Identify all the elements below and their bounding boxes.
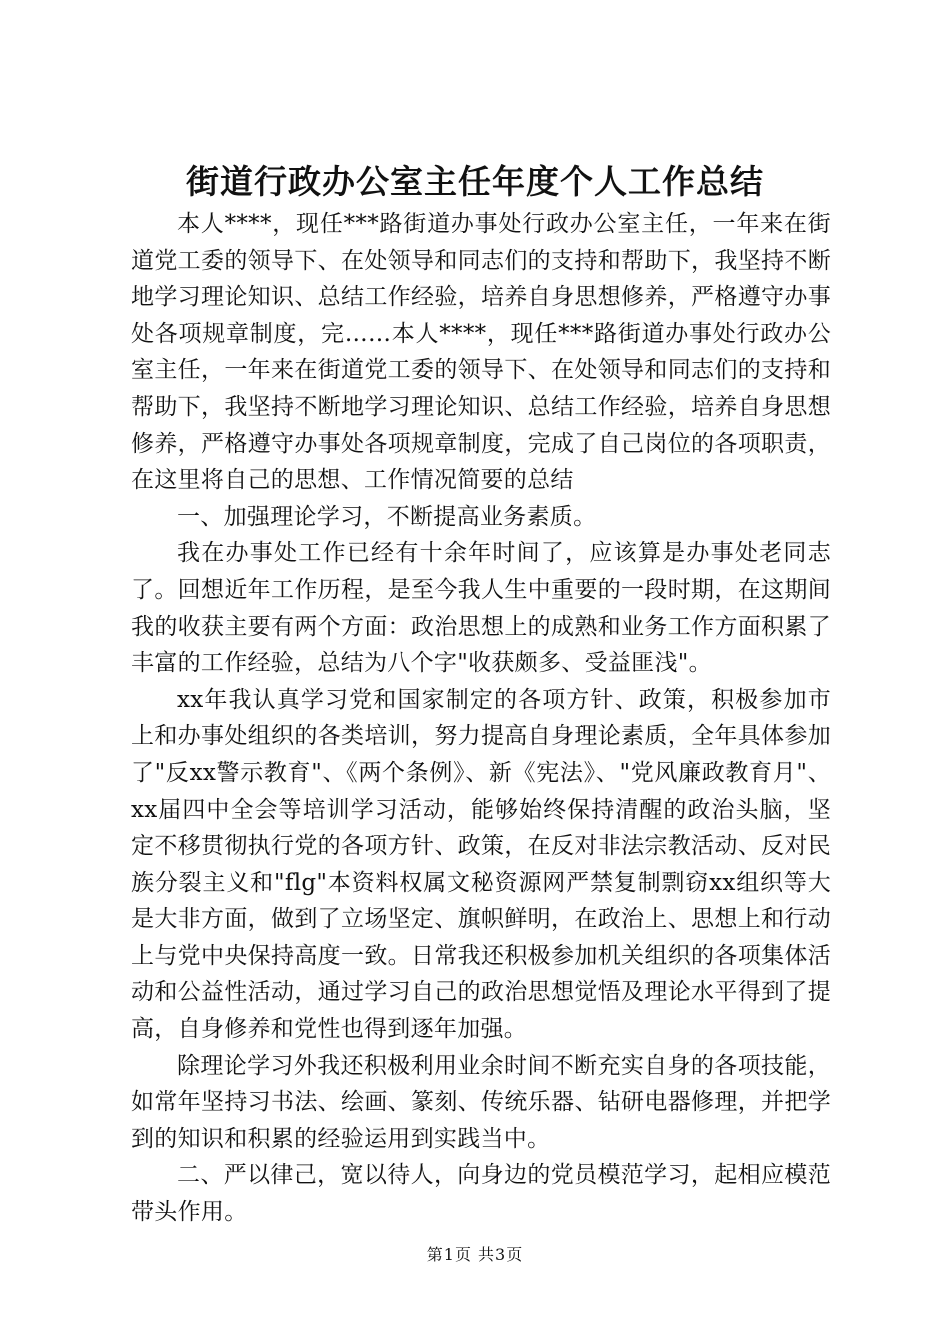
paragraph-experience: 我在办事处工作已经有十余年时间了，应该算是办事处老同志了。回想近年工作历程，是至今我人生中重要的一段时期，在这期间我的收获主要有两个方面：政治思想上的成熟和业务工作方面积累了丰富的工作经验，总结为八个字"收获颇多、受益匪浅"。 — [131, 540, 831, 677]
paragraph-intro: 本人****，现任***路街道办事处行政办公室主任，一年来在街道党工委的领导下、在处领导和同志们的支持和帮助下，我坚持不断地学习理论知识、总结工作经验，培养自身思想修养，严格遵守办事处各项规章制度，完……本人****，现任***路街道办事处行政办公室主任，一年来在街道党工委的领导下、在处领导和同志们的支持和帮助下，我坚持不断地学习理论知识、总结工作经验，培养自身思想修养，严格遵守办事处各项规章制度，完成了自己岗位的各项职责，在这里将自己的思想、工作情况简要的总结 — [131, 211, 831, 494]
paragraph-skills: 除理论学习外我还积极利用业余时间不断充实自身的各项技能，如常年坚持习书法、绘画、篆刻、传统乐器、钻研电器修理，并把学到的知识和积累的经验运用到实践当中。 — [131, 1052, 831, 1152]
document-body — [131, 206, 831, 1231]
page-footer: 第1页 共3页 — [426, 1245, 524, 1264]
section-heading-2: 二、严以律己，宽以待人，向身边的党员模范学习，起相应模范带头作用。 — [131, 1162, 831, 1226]
section-heading-1: 一、加强理论学习，不断提高业务素质。 — [177, 503, 597, 530]
paragraph-study: xx年我认真学习党和国家制定的各项方针、政策，积极参加市上和办事处组织的各类培训，努力提高自身理论素质，全年具体参加了"反xx警示教育"、《两个条例》、新《宪法》、"党风廉政教育月"、xx届四中全会等培训学习活动，能够始终保持清醒的政治头脑，坚定不移贯彻执行党的各项方针、政策，在反对非法宗教活动、反对民族分裂主义和"flg"本资料权属文秘资源网严禁复制剽窃xx组织等大是大非方面，做到了立场坚定、旗帜鲜明，在政治上、思想上和行动上与党中央保持高度一致。日常我还积极参加机关组织的各项集体活动和公益性活动，通过学习自己的政治思想觉悟及理论水平得到了提高，自身修养和党性也得到逐年加强。 — [131, 686, 831, 1043]
document-title: 街道行政办公室主任年度个人工作总结 — [186, 162, 764, 201]
